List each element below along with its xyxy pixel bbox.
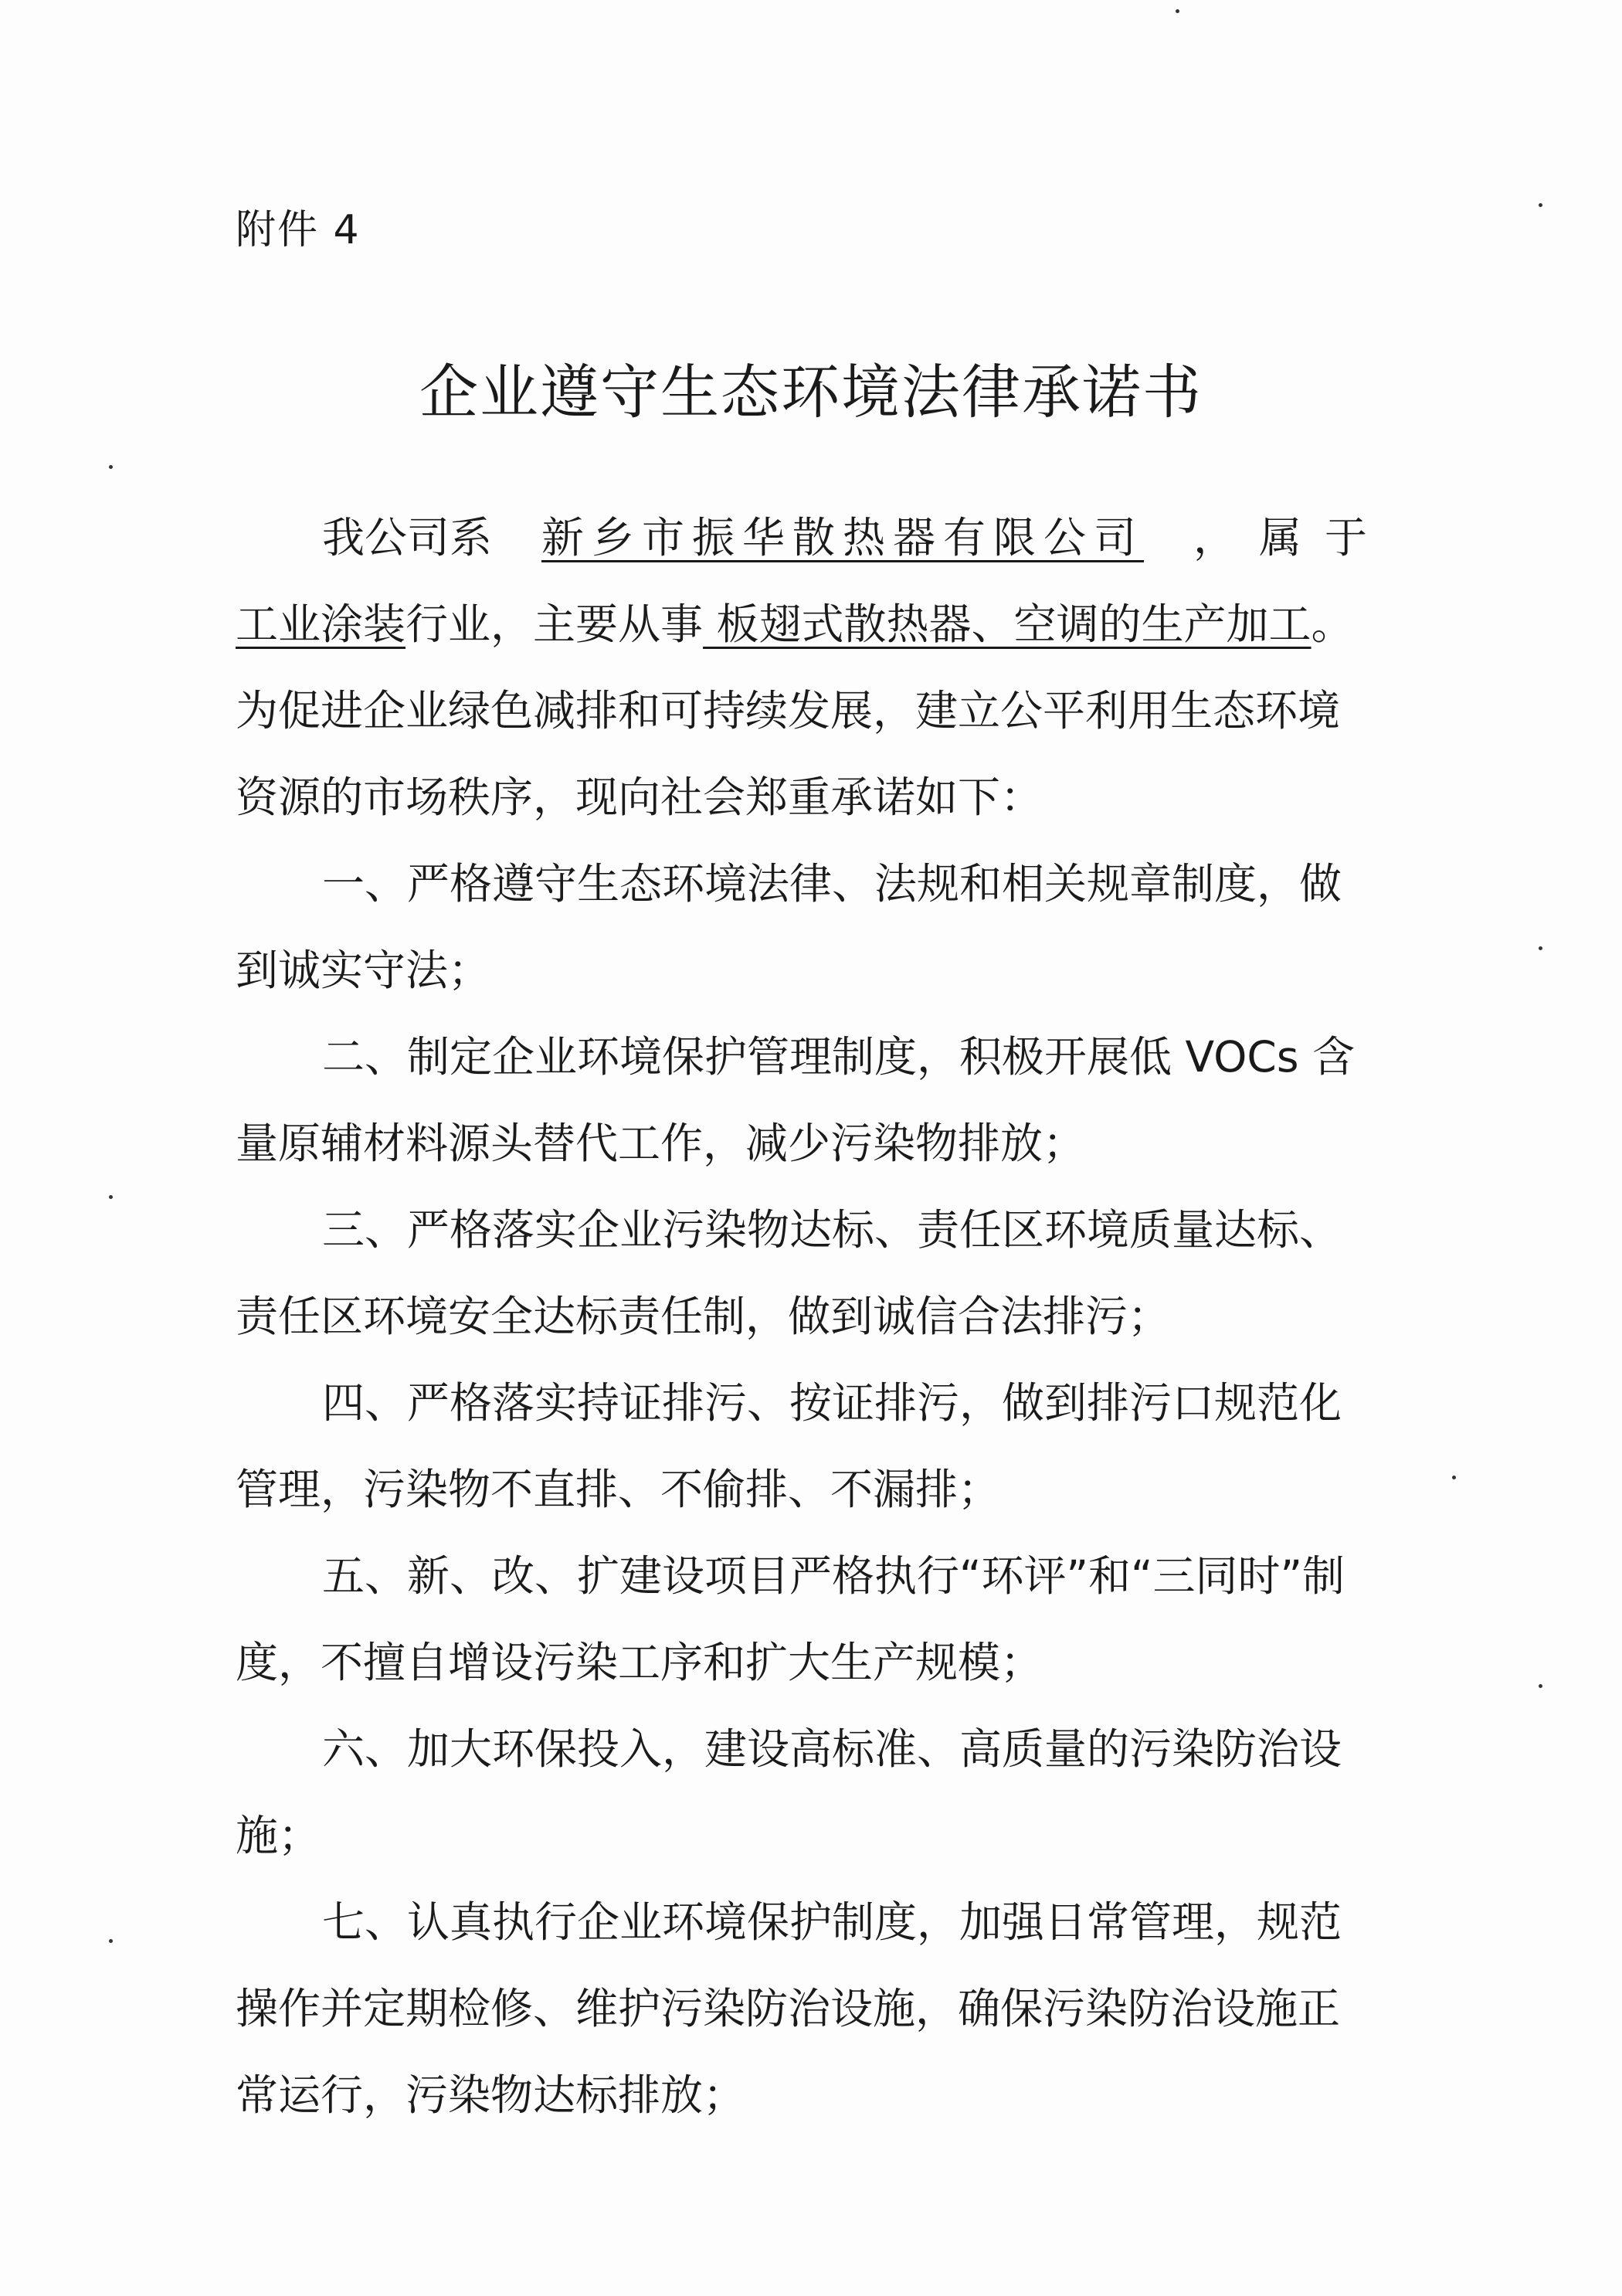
intro-prefix: 我公司系 xyxy=(322,513,493,562)
industry-name: 工业涂装 xyxy=(236,599,406,649)
scan-speck xyxy=(109,1195,113,1199)
document-body xyxy=(236,494,1390,2138)
intro-mid-2: 行业，主要从事 xyxy=(406,599,704,649)
intro-mid-1: ，属于 xyxy=(1193,513,1390,562)
scan-speck xyxy=(1539,1684,1542,1688)
company-name: 新乡市振华散热器有限公司 xyxy=(541,513,1144,562)
item-1-line-1: 一、严格遵守生态环境法律、法规和相关规章制度，做 xyxy=(322,859,1342,909)
scan-speck xyxy=(1539,946,1542,950)
scan-speck xyxy=(109,1939,113,1943)
item-5-line-2: 度，不擅自增设污染工序和扩大生产规模； xyxy=(236,1638,1043,1687)
item-6-line-2: 施； xyxy=(236,1811,321,1860)
intro-line-3: 为促进企业绿色减排和可持续发展，建立公平利用生态环境 xyxy=(236,686,1341,735)
item-4-line-2: 管理，污染物不直排、不偷排、不漏排； xyxy=(236,1465,1001,1514)
scan-speck xyxy=(1176,9,1179,13)
item-3-line-1: 三、严格落实企业污染物达标、责任区环境质量达标、 xyxy=(322,1205,1342,1255)
scan-speck xyxy=(1539,203,1542,207)
scan-speck xyxy=(1452,1476,1456,1479)
item-7-line-3: 常运行，污染物达标排放； xyxy=(236,2070,746,2120)
item-3-line-2: 责任区环境安全达标责任制，做到诚信合法排污； xyxy=(236,1292,1171,1341)
item-4-line-1: 四、严格落实持证排污、按证排污，做到排污口规范化 xyxy=(322,1378,1342,1428)
document-title: 企业遵守生态环境法律承诺书 xyxy=(419,358,1203,426)
intro-line-2 xyxy=(236,581,1390,667)
intro-line-1 xyxy=(236,494,1390,581)
item-5-line-1: 五、新、改、扩建设项目严格执行“环评”和“三同时”制 xyxy=(322,1551,1345,1601)
intro-line-4: 资源的市场秩序，现向社会郑重承诺如下： xyxy=(236,773,1043,822)
item-2-line-2: 量原辅材料源头替代工作，减少污染物排放； xyxy=(236,1119,1086,1168)
item-7-line-1: 七、认真执行企业环境保护制度，加强日常管理，规范 xyxy=(322,1897,1342,1947)
item-7-line-2: 操作并定期检修、维护污染防治设施，确保污染防治设施正 xyxy=(236,1984,1341,2033)
item-2-line-1: 二、制定企业环境保护管理制度，积极开展低 VOCs 含 xyxy=(322,1032,1355,1082)
business-scope: 板翅式散热器、空调的生产加工 xyxy=(703,599,1312,649)
intro-end: 。 xyxy=(1311,599,1354,649)
item-1-line-2: 到诚实守法； xyxy=(236,946,491,995)
attachment-label: 附件 4 xyxy=(236,207,361,253)
scan-speck xyxy=(109,465,113,469)
item-6-line-1: 六、加大环保投入，建设高标准、高质量的污染防治设 xyxy=(322,1724,1342,1774)
